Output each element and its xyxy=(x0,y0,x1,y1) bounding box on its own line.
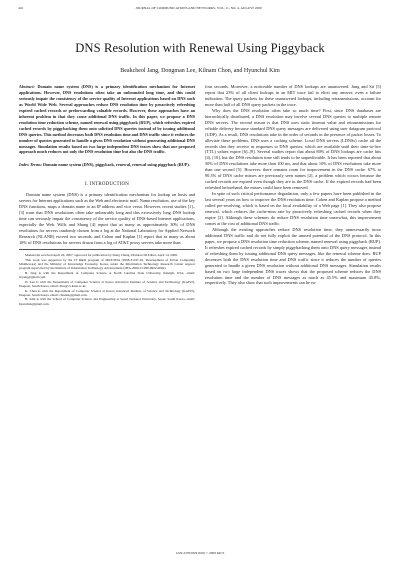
author-list: Beakcheol Jang, Dongman Lee, Kilnam Chon, and Hyunchul Kim xyxy=(120,68,280,74)
left-column xyxy=(19,84,195,306)
footnote: K. Chon is with the Department of Computer Science at Korea Advanced Institute of Science and Technology (KAIST), Daejeon, South Korea, email: chonkn@gmail.com. xyxy=(19,288,195,297)
index-terms xyxy=(19,162,195,168)
page-number: 416 xyxy=(18,6,24,10)
footnote: D. Lee is with the Department of Computer Science at Korea Advanced Institute of Science and Technology (KAIST), Daejeon, South Korea, email: dlee@cs.kaist.ac.kr. xyxy=(19,279,195,288)
footnote: This work was supported by the IT R&D program of MKE/IITA [2008-F-047-02, Development of Urban Computing Middleware] and the Ministry of Knowledge Economy, Korea, under the Information Technology Research Center support program supervised by the Institute of Information Technology Advancement (IITA-2009-C1090-0902-0004). xyxy=(19,257,195,270)
running-header xyxy=(18,6,382,12)
abstract xyxy=(19,84,195,155)
journal-name: JOURNAL OF COMMUNICATIONS AND NETWORKS, VOL. 11, NO. 4, AUGUST 2009 xyxy=(135,6,262,10)
page-footer: 1229-2370/09/$10.00 © 2009 KICS xyxy=(175,551,225,555)
footnote: B. Jang is with the Department of Computer Science at North Carolina State University, Raleigh, USA, email: bcjang@gmail.com. xyxy=(19,270,195,279)
index-terms-text: Domain name system (DNS), piggyback, renewal, renewal using piggyback (RUP). xyxy=(43,162,190,168)
index-terms-label: Index Terms: xyxy=(19,162,42,168)
footnote: H. Kim is with the School of Computer Science and Engineering at Seoul National University, Seoul, South Korea, email: hyunchul@gmail.com. xyxy=(19,297,195,306)
footnotes xyxy=(19,249,195,306)
intro-paragraph: Domain name system (DNS) is a primary identification mechanism for lookup on hosts and servers for Internet applications such as the Web and electronic mail. Name resolution, use of the key DNS functions, maps a domain name to an IP address and vice versa. However, recent studies [1]–[3] warn that DNS resolutions often take unbearably long and this excessively long DNS lookup time can seriously impair the consistency of the service quality of DNS-based Internet applications, especially the Web. Wills and Shang [4] report that as many as approximately 30% of DNS resolutions for servers randomly chosen from a log at the National Laboratory for Applied Network Research (NLANR) exceed two seconds, and Cohen and Kaplan [1] report that as many as about 10% of DNS resolutions for servers drawn from a log of AT&T proxy servers take more than xyxy=(19,192,195,245)
footnote: Manuscript received April 29, 2007; approved for publication by Dong Cheng, Division III Editor, April 14, 2009. xyxy=(25,252,178,257)
abstract-label: Abstract: xyxy=(19,84,35,89)
abstract-text: Domain name system (DNS) is a primary identification mechanism for Internet applications. However, DNS resolutions often take an unbounded long time, and this could seriously impair the consistency of the service quality of Internet applications based on DNS such as World Wide Web. Several approaches reduce DNS resolution time by proactively refreshing expired cached records or preforwarding valuable records. However, these approaches have an inherent problem in that they cause additional DNS traffic. In this paper, we propose a DNS resolution time reduction scheme, named renewal using piggyback (RUP), which refreshes expired cached records by piggybacking them onto solicited DNS queries instead of by issuing additional DNS queries. This method decreases both DNS resolution time and DNS traffic since it reduces the number of queries generated to handle a given DNS resolution without generating additional DNS messages. Simulation results based on two large independent DNS traces show that our proposed approach much reduces not only the DNS resolution time but also the DNS traffic. xyxy=(19,84,196,155)
section-heading-introduction: I. INTRODUCTION xyxy=(84,182,130,188)
body-paragraph: four seconds. Moreover, a noticeable number of DNS lookups are unanswered. Jung and Sit [5] report that 23% of all client lookups in an MIT trace fail to elicit any answer, even a failure indication. The query packets for these unanswered lookups, including retransmissions, account for more than half of all DNS query packets in the trace. xyxy=(205,84,381,107)
right-column xyxy=(205,84,381,286)
body-paragraph: Although the existing approaches reduce DNS resolution time, they unnecessarily incur additional DNS traffic and do not fully exploit the unused potential of the DNS protocol. In this paper, we propose a DNS resolution time reduction scheme, named renewal using piggyback (RUP). It refreshes expired cached records by simply piggybacking them onto DNS query messages instead of refreshing them by issuing additional DNS query messages, like the renewal scheme does. RUP decreases both the DNS resolution time and DNS traffic since it reduces the number of queries generated to handle a given DNS resolution without additional DNS messages. Simulation results based on two large independent DNS traces shows that the proposed scheme reduces the DNS resolution time and the number of DNS messages as much as 45.5% and maximum 45.8%, respectively. They also show that such improvements can be ea- xyxy=(205,226,381,286)
body-paragraph: In spite of such critical performance degradation, only a few papers have been published in the last several years on how to improve the DNS resolution time. Cohen and Kaplan propose a method called pre-resolving, which is based on the local availability of a Web page [1]. They also propose renewal, which reduces the cache-miss rate by proactively refreshing cached records when they expire [2]. Although these schemes do reduce DNS resolution time somewhat, this improvement comes at the cost of additional DNS traffic. xyxy=(205,191,381,226)
paper-title: DNS Resolution with Renewal Using Piggyback xyxy=(75,41,325,55)
body-paragraph: Why does the DNS resolution often take so much time? First, since DNS databases are hierarchically distributed, a DNS resolution may involve several DNS queries to multiple remote DNS servers. The second reason is that DNS uses static timeout value and retransmissions for reliable delivery because standard DNS query messages are delivered using user datagram protocol (UDP). As a result, DNS resolutions take in the order of seconds in the presence of packet losses. To alleviate these problems, DNS uses a caching scheme. Local DNS servers (LDNSs) cache all the records that they receive as responses to DNS queries, which are available until their time-to-live (TTL) values expire [6]–[9]. Several studies report that about 80% of DNS lookups are cache hits [4], [10], but the DNS resolution time still tends to be unpredictable. It has been reported that about 50% of DNS resolutions take more than 100 ms, and that about 10% of DNS resolutions take more than one second [5]. However, there remains room for improvement in the DNS cache. 67% to 90.3% of DNS cache misses are previously seen names [2], a problem which occurs because the cached records are expired even though they are in the DNS cache. If the expired records had been refreshed beforehand, the misses could have been removed. xyxy=(205,107,381,191)
